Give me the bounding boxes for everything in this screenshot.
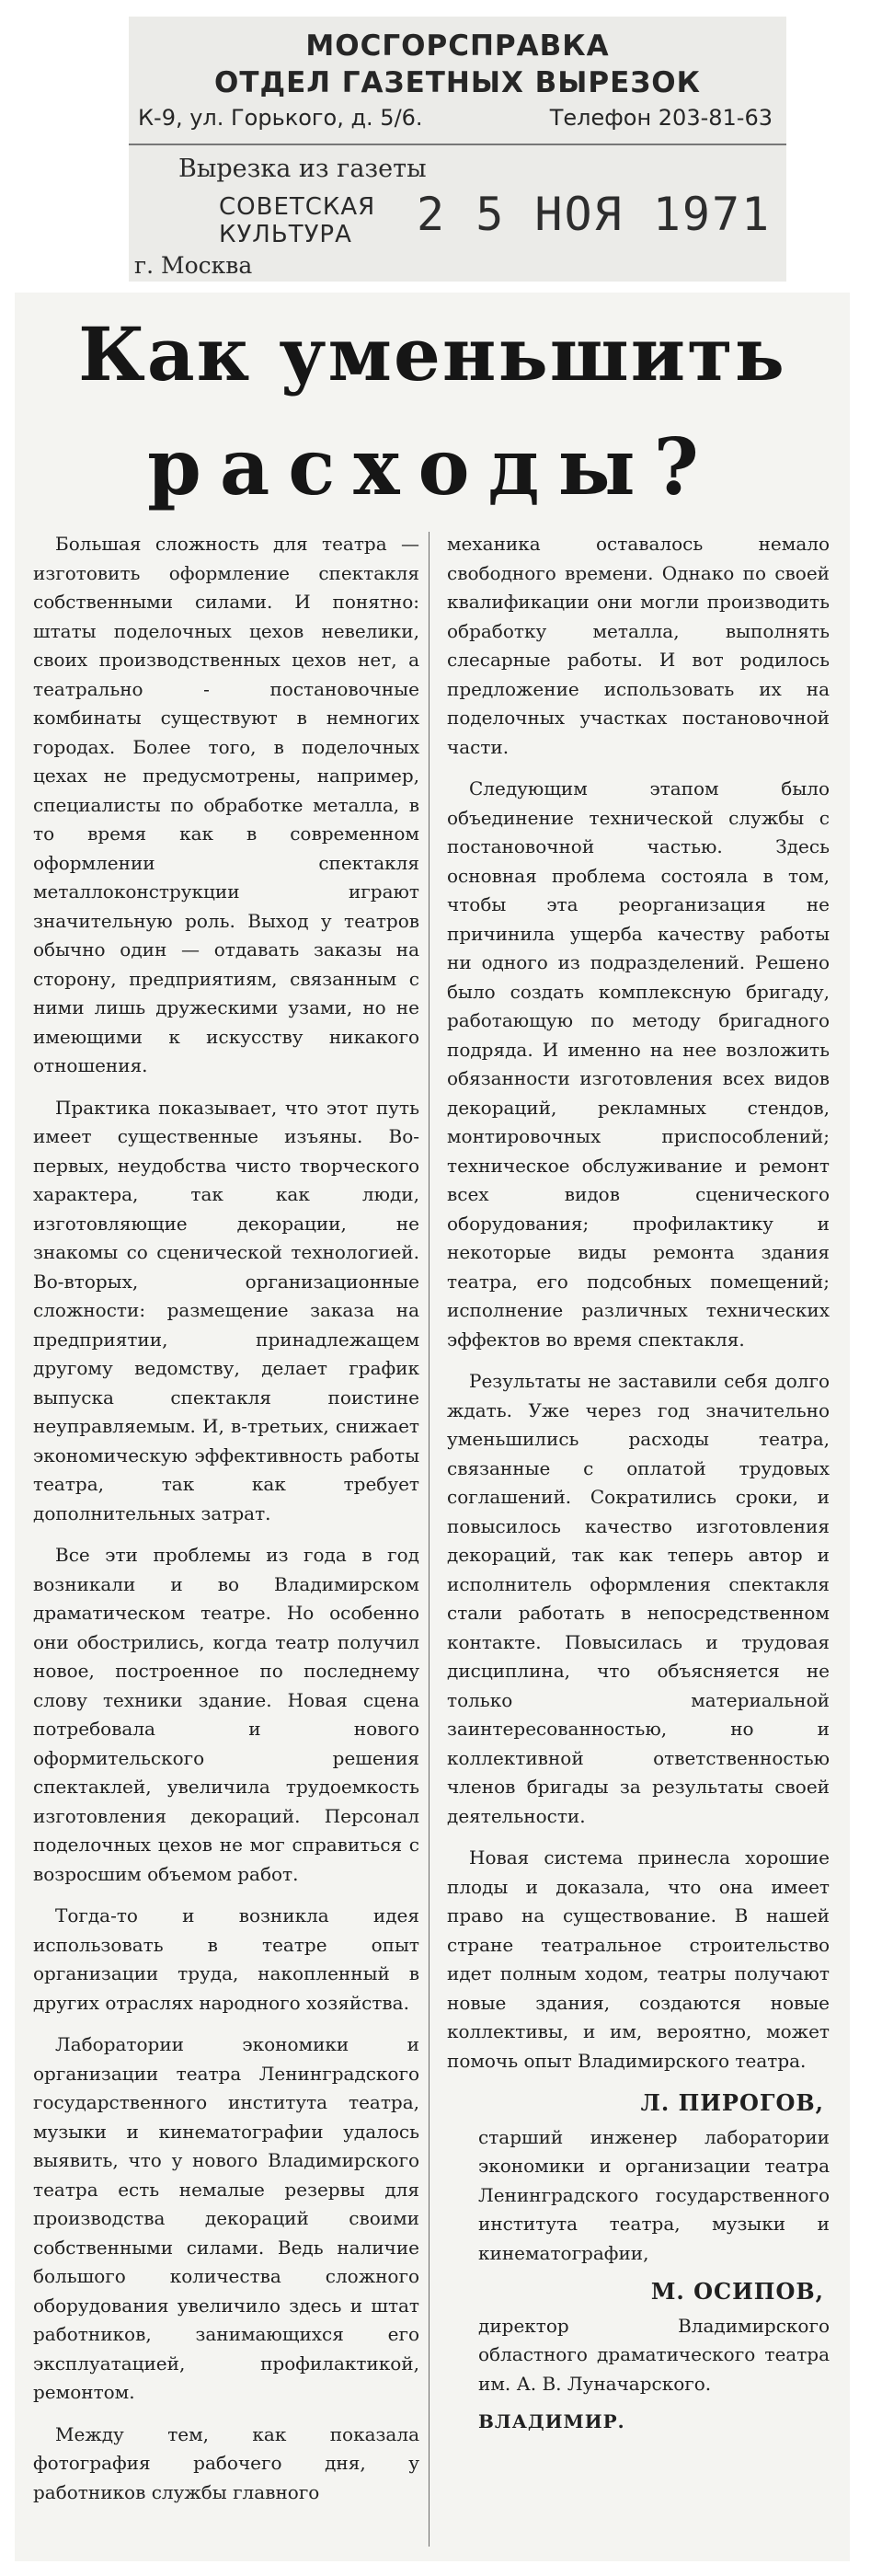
paragraph: механика оставалось немало свободного времени. Однако по своей квалификации они могли производить обработку металла, выполнять слесарные работы. И вот родилось предложение использовать их на поделочных участках постановочной части. [447, 533, 830, 758]
paragraph: Тогда-то и возникла идея использовать в театре опыт организации труда, накопленный в других отраслях народного хозяйства. [33, 1904, 419, 2014]
paragraph: Результаты не заставили себя долго ждать. Уже через год значительно уменьшились расходы театра, связанные с оплатой трудовых соглашений. Сократились сроки, и повысилось качество изготовления декораций, так как теперь автор и исполнитель оформления спектакля стали работать в непосредственном контакте. Повысилась и трудовая дисциплина, что объясняется не только материальной заинтересованностью, но и коллективной ответственностью членов бригады за результаты своей деятельности. [447, 1370, 830, 1827]
service-department: ОТДЕЛ ГАЗЕТНЫХ ВЫРЕЗОК [213, 66, 702, 99]
service-address: К-9, ул. Горького, д. 5/6. [138, 105, 423, 131]
date-stamp: 2 5 НОЯ 1971 [417, 188, 772, 241]
newspaper-name-line2: КУЛЬТУРА [219, 221, 352, 248]
newspaper-name-line1: СОВЕТСКАЯ [219, 193, 376, 221]
paragraph: Лаборатории экономики и организации театра Ленинградского государственного института театра, музыки и кинематографии удалось выявить, что у нового Владимирского театра есть немалые резервы для производства декораций своими собственными силами. Ведь наличие большого количества сложного оборудования увеличило здесь и штат работников, занимающихся его эксплуатацией, профилактикой, ремонтом. [33, 2033, 419, 2403]
paragraph: Все эти проблемы из года в год возникали и во Владимирском драматическом театре. Но особенно они обострились, когда театр получил новое, построенное по последнему слову техники здание. Новая сцена потребовала и нового оформительского решения спектаклей, увеличила трудоемкость изготовления декораций. Персонал поделочных цехов не мог справиться с возросшим объемом работ. [33, 1544, 419, 1885]
clipping-service-slip [129, 17, 786, 282]
article-column-right [447, 530, 830, 2437]
service-org-name: МОСГОРСПРАВКА [305, 29, 610, 63]
paragraph: Новая система принесла хорошие плоды и доказала, что она имеет право на существование. В нашей стране театральное строительство идет полным ходом, театры получают новые здания, создаются новые коллективы, и им, вероятно, может помочь опыт Владимирского театра. [447, 1846, 830, 2072]
headline-line2: расходы? [147, 421, 717, 512]
newspaper-clipping [15, 293, 850, 2561]
author-role: директор Владимирского областного драматического театра им. А. В. Луначарского. [478, 2314, 830, 2395]
dateline-city: ВЛАДИМИР. [478, 2410, 625, 2432]
clip-from-label: Вырезка из газеты [178, 155, 427, 183]
article-column-left [33, 530, 419, 2520]
paragraph: Следующим этапом было объединение технической службы с постановочной частью. Здесь основная проблема состояла в том, чтобы эта реорганизация не причинила ущерба качеству работы ни одного из подразделений. Решено было создать комплексную бригаду, работающую по методу бригадного подряда. И именно на нее возложить обязанности изготовления всех видов декораций, рекламных стендов, монтировочных приспособлений; техническое обслуживание и ремонт всех видов сценического оборудования; профилактику и некоторые виды ремонта здания театра, его подсобных помещений; исполнение различных технических эффектов во время спектакля. [447, 777, 830, 1351]
service-phone: Телефон 203-81-63 [549, 105, 773, 131]
column-divider [429, 532, 430, 2547]
service-city: г. Москва [134, 252, 253, 279]
slip-divider [129, 144, 786, 145]
paragraph: Между тем, как показала фотография рабочего дня, у работников службы главного [33, 2422, 419, 2503]
author-name: Л. ПИРОГОВ, [640, 2089, 824, 2116]
paragraph: Большая сложность для театра — изготовить оформление спектакля собственными силами. И понятно: штаты поделочных цехов невелики, своих производственных цехов нет, а театрально - постановочные комбинаты существуют в немногих городах. Более того, в поделочных цехах не предусмотрены, например, специалисты по обработке металла, в то время как в современном оформлении спектакля металлоконструкции играют значительную роль. Выход у театров обычно один — отдавать заказы на сторону, предприятиям, связанным с ними лишь дружескими узами, но не имеющими к искусству никакого отношения. [33, 533, 419, 1076]
author-role: старший инженер лаборатории экономики и организации театра Ленинградского государственного института театра, музыки и кинематографии, [478, 2125, 830, 2264]
newspaper-name [219, 193, 375, 248]
headline-line1: Как уменьшить [78, 311, 786, 397]
paragraph: Практика показывает, что этот путь имеет существенные изъяны. Во-первых, неудобства чисто творческого характера, так как люди, изготовляющие декорации, не знакомы со сценической технологией. Во-вторых, организационные сложности: размещение заказа на предприятии, принадлежащем другому ведомству, делает график выпуска спектакля поистине неуправляемым. И, в-третьих, снижает экономическую эффективность работы театра, так как требует дополнительных затрат. [33, 1096, 419, 1524]
author-name: М. ОСИПОВ, [650, 2278, 824, 2305]
